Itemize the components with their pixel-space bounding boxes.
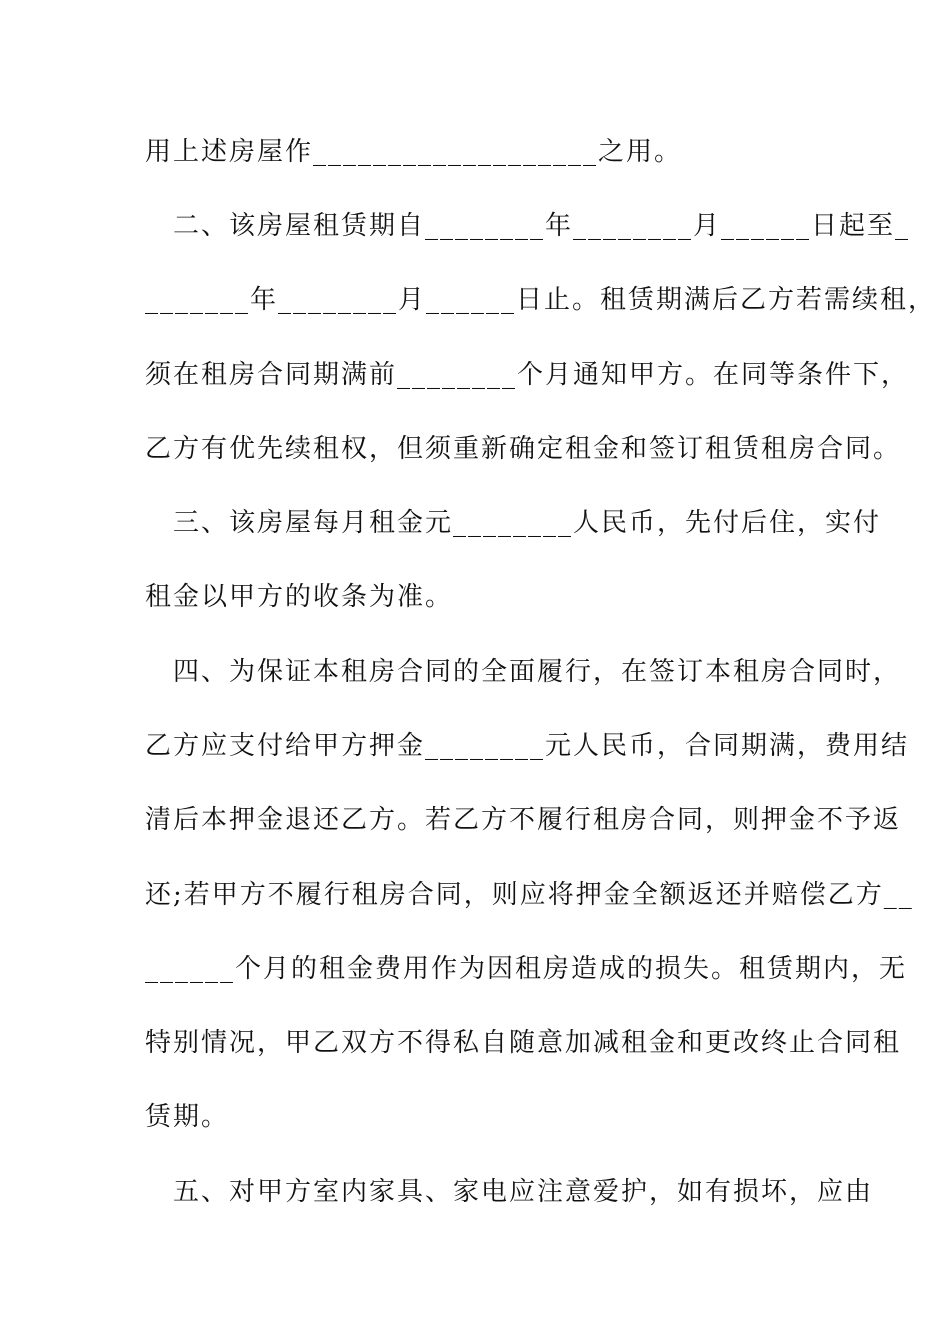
text-line-10: 清后本押金退还乙方。若乙方不履行租房合同，则押金不予返	[145, 805, 902, 835]
text-line-1: 用上述房屋作___________________之用。	[145, 137, 683, 167]
text-line-12: ______个月的租金费用作为因租房造成的损失。租赁期内，无	[145, 954, 908, 984]
text-line-8: 四、为保证本租房合同的全面履行，在签订本租房合同时，	[145, 657, 902, 687]
text-line-11: 还;若甲方不履行租房合同，则应将押金全额返还并赔偿乙方__	[145, 880, 914, 910]
text-line-15: 五、对甲方室内家具、家电应注意爱护，如有损坏，应由	[145, 1177, 874, 1207]
text-line-4: 须在租房合同期满前________个月通知甲方。在同等条件下，	[145, 360, 910, 390]
text-line-2: 二、该房屋租赁期自________年________月______日起至_	[145, 211, 911, 241]
text-line-14: 赁期。	[145, 1102, 230, 1132]
text-line-6: 三、该房屋每月租金元________人民币，先付后住，实付	[145, 508, 882, 538]
text-line-5: 乙方有优先续租权，但须重新确定租金和签订租赁租房合同。	[145, 434, 902, 464]
text-line-7: 租金以甲方的收条为准。	[145, 582, 454, 612]
text-line-3: _______年________月______日止。租赁期满后乙方若需续租，	[145, 285, 937, 315]
text-line-9: 乙方应支付给甲方押金________元人民币，合同期满，费用结	[145, 731, 910, 761]
text-line-13: 特别情况，甲乙双方不得私自随意加减租金和更改终止合同租	[145, 1028, 902, 1058]
